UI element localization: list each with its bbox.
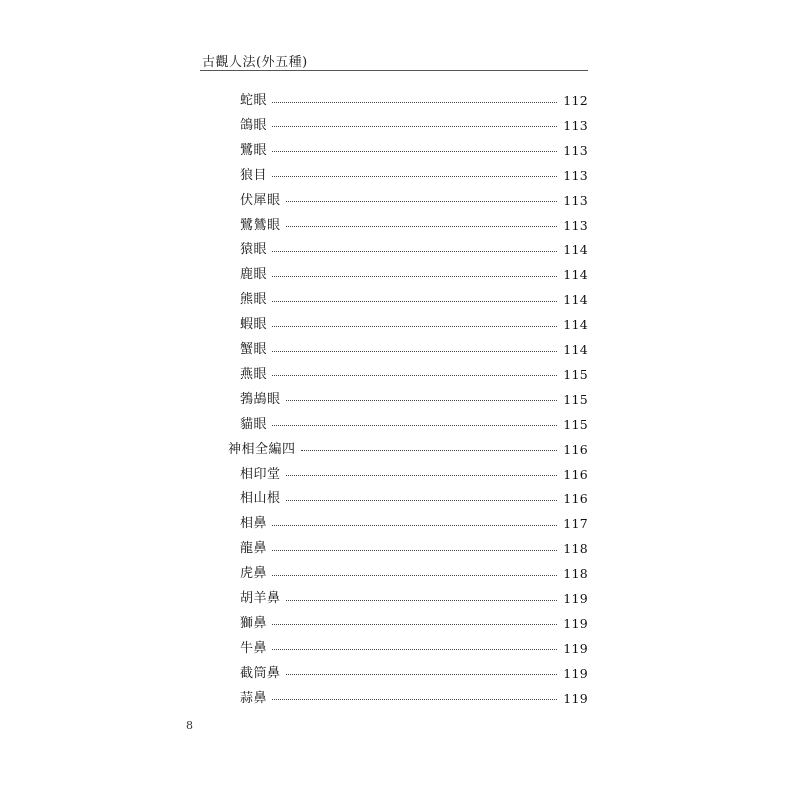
toc-entry bbox=[240, 362, 588, 387]
dot-leader bbox=[272, 623, 557, 625]
entry-title: 牛鼻 bbox=[240, 640, 268, 656]
entry-title: 熊眼 bbox=[240, 292, 268, 308]
dot-leader bbox=[286, 474, 558, 476]
dot-leader bbox=[272, 549, 557, 551]
toc-entry bbox=[240, 213, 588, 238]
entry-title: 神相全編四 bbox=[228, 441, 296, 457]
entry-page-number: 119 bbox=[563, 665, 588, 681]
entry-title: 截筒鼻 bbox=[240, 665, 281, 681]
entry-page-number: 119 bbox=[563, 591, 588, 606]
entry-title: 鷺鷥眼 bbox=[240, 217, 281, 233]
dot-leader bbox=[272, 374, 557, 376]
toc-entry bbox=[240, 237, 588, 262]
dot-leader bbox=[272, 325, 557, 327]
toc-entry bbox=[240, 611, 588, 636]
entry-title: 鹿眼 bbox=[240, 267, 268, 283]
running-head: 古觀人法(外五種) bbox=[202, 55, 308, 70]
entry-title: 獅鼻 bbox=[240, 615, 268, 631]
dot-leader bbox=[272, 250, 557, 252]
entry-title: 伏犀眼 bbox=[240, 192, 281, 208]
dot-leader bbox=[272, 698, 557, 700]
toc-entry bbox=[240, 511, 588, 536]
entry-title: 相山根 bbox=[240, 491, 281, 507]
entry-page-number: 114 bbox=[563, 317, 588, 333]
toc-entry bbox=[240, 337, 588, 362]
dot-leader bbox=[272, 300, 557, 302]
entry-page-number: 119 bbox=[563, 690, 588, 706]
toc-entry bbox=[240, 686, 588, 711]
toc-entry bbox=[240, 636, 588, 661]
dot-leader bbox=[272, 101, 557, 103]
entry-title: 鷺眼 bbox=[240, 142, 268, 158]
dot-leader bbox=[286, 599, 558, 601]
dot-leader bbox=[286, 499, 558, 501]
entry-page-number: 115 bbox=[563, 366, 588, 382]
entry-title: 龍鼻 bbox=[240, 541, 268, 557]
dot-leader bbox=[272, 175, 557, 177]
toc-entry bbox=[240, 586, 588, 611]
entry-title: 蛇眼 bbox=[240, 93, 268, 108]
entry-title: 猿眼 bbox=[240, 242, 268, 258]
toc-entry bbox=[240, 163, 588, 188]
entry-page-number: 115 bbox=[563, 416, 588, 432]
toc-entry bbox=[240, 312, 588, 337]
entry-page-number: 116 bbox=[563, 466, 588, 482]
dot-leader bbox=[272, 350, 557, 352]
toc-entry bbox=[240, 262, 588, 287]
dot-leader bbox=[286, 200, 558, 202]
entry-page-number: 113 bbox=[563, 192, 588, 208]
toc-entry bbox=[240, 536, 588, 561]
dot-leader bbox=[286, 399, 558, 401]
entry-title: 虎鼻 bbox=[240, 566, 268, 582]
dot-leader bbox=[272, 424, 557, 426]
entry-page-number: 114 bbox=[563, 292, 588, 308]
entry-title: 狼目 bbox=[240, 167, 268, 183]
entry-page-number: 119 bbox=[563, 640, 588, 656]
toc-entry bbox=[240, 561, 588, 586]
entry-page-number: 113 bbox=[563, 167, 588, 183]
entry-title: 蝦眼 bbox=[240, 317, 268, 333]
entry-page-number: 114 bbox=[563, 267, 588, 283]
entry-page-number: 113 bbox=[563, 217, 588, 233]
entry-page-number: 116 bbox=[563, 491, 588, 507]
entry-title: 胡羊鼻 bbox=[240, 591, 281, 606]
toc-entry bbox=[240, 412, 588, 437]
entry-page-number: 117 bbox=[563, 516, 588, 532]
toc-entry bbox=[240, 113, 588, 138]
dot-leader bbox=[272, 275, 557, 277]
page-number: 8 bbox=[186, 719, 193, 732]
dot-leader bbox=[286, 225, 558, 227]
entry-page-number: 119 bbox=[563, 615, 588, 631]
entry-page-number: 118 bbox=[563, 541, 588, 557]
entry-title: 貓眼 bbox=[240, 416, 268, 432]
entry-page-number: 116 bbox=[563, 441, 588, 457]
dot-leader bbox=[272, 574, 557, 576]
toc-entry bbox=[240, 387, 588, 412]
dot-leader bbox=[301, 449, 558, 451]
entry-title: 相印堂 bbox=[240, 466, 281, 482]
dot-leader bbox=[286, 673, 558, 675]
dot-leader bbox=[272, 150, 557, 152]
entry-title: 鵓鴣眼 bbox=[240, 391, 281, 407]
toc-entry bbox=[240, 486, 588, 511]
entry-title: 鴿眼 bbox=[240, 117, 268, 133]
toc-entry bbox=[240, 188, 588, 213]
entry-page-number: 118 bbox=[563, 566, 588, 582]
toc-entry bbox=[240, 287, 588, 312]
toc-entry bbox=[240, 462, 588, 487]
header-rule bbox=[200, 70, 588, 71]
entry-page-number: 113 bbox=[563, 142, 588, 158]
entry-title: 燕眼 bbox=[240, 366, 268, 382]
dot-leader bbox=[272, 524, 557, 526]
entry-page-number: 114 bbox=[563, 342, 588, 357]
toc-section-heading bbox=[228, 437, 588, 462]
toc-entry bbox=[240, 138, 588, 163]
toc-entry bbox=[240, 661, 588, 686]
entry-title: 蟹眼 bbox=[240, 342, 268, 357]
entry-page-number: 115 bbox=[563, 391, 588, 407]
dot-leader bbox=[272, 648, 557, 650]
entry-title: 相鼻 bbox=[240, 516, 268, 532]
entry-page-number: 112 bbox=[563, 93, 588, 108]
entry-title: 蒜鼻 bbox=[240, 690, 268, 706]
entry-page-number: 114 bbox=[563, 242, 588, 258]
dot-leader bbox=[272, 125, 557, 127]
toc-entry bbox=[240, 88, 588, 113]
entry-page-number: 113 bbox=[563, 117, 588, 133]
